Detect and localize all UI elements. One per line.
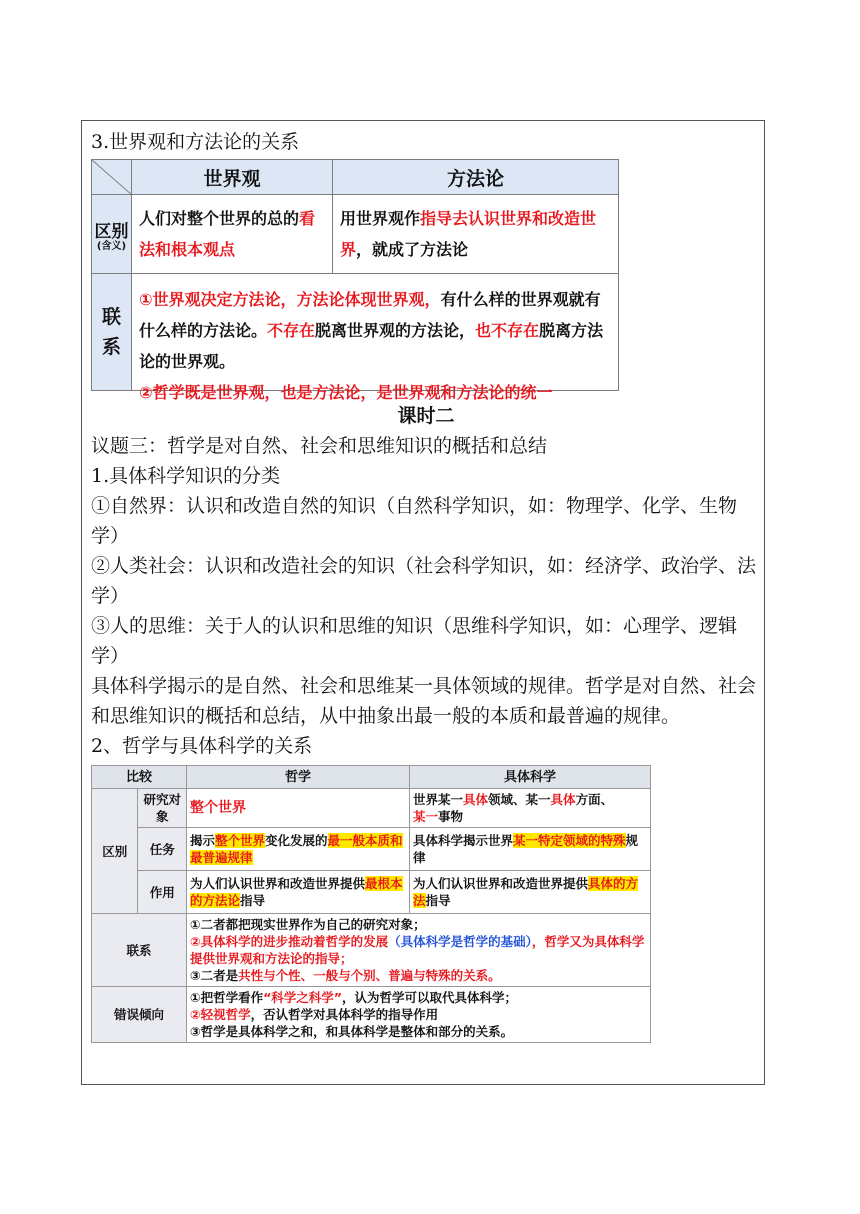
worldview-definition: [132, 195, 333, 274]
highlight-span: 最一般本质和最普遍规律: [190, 833, 403, 865]
mistakes-content: [187, 987, 651, 1043]
text-span: 世界某一: [413, 792, 464, 807]
science-function: [410, 871, 651, 914]
highlight-span: ，哲学又为具体科学提供世界观和方法论的指导；: [190, 934, 645, 966]
highlight-span: 指导去认识世界和改造世界: [340, 209, 597, 259]
content: [91, 127, 761, 1043]
methodology-definition: [333, 195, 619, 274]
text-span: ，就成了方法论: [356, 240, 469, 259]
highlight-span: ②轻视哲学: [190, 1007, 251, 1022]
philosophy-function: [187, 871, 410, 914]
diagonal-header-cell: [92, 160, 132, 195]
highlight-span: 具体: [550, 792, 576, 807]
highlight-span: 某一: [413, 809, 439, 824]
text-span: 为人们认识世界和改造世界提供: [413, 876, 589, 891]
text-span: 领域、某一: [488, 792, 551, 807]
text-span: 事物: [438, 809, 464, 824]
highlight-span: 某一特定领域的特殊: [513, 833, 626, 848]
row-label-function: 作用: [138, 871, 187, 914]
text-span: 变化发展的: [265, 833, 328, 848]
highlight-span: “科学之科学”: [263, 990, 343, 1005]
text-span: 脱离世界观的方法论，: [315, 321, 476, 340]
row-label-difference: [92, 195, 132, 274]
mistake-line: [190, 989, 647, 1006]
row-label-difference: 区别: [92, 789, 138, 914]
row-label-char: 联: [101, 306, 121, 328]
mistake-line: [190, 1006, 647, 1023]
highlight-span: ①世界观决定方法论，方法论体现世界观，: [139, 290, 441, 309]
text-span: 有什么样的世界观就有什么样的方法论。: [139, 290, 601, 340]
header-worldview: 世界观: [132, 160, 333, 195]
text-span: 脱离方法论的世界观。: [139, 321, 604, 371]
header-science: 具体科学: [410, 766, 651, 789]
text-span: 人们对整个世界的总的: [139, 209, 300, 228]
row-label-text: 区别: [94, 221, 129, 242]
text-span: 方面、: [575, 792, 614, 807]
highlight-span: 看法和根本观点: [139, 209, 316, 259]
connection-line: [190, 967, 647, 984]
paragraph-thought: ③人的思维：关于人的认识和思维的知识（思维科学知识，如：心理学、逻辑学）: [91, 615, 738, 667]
connection-line: [190, 933, 647, 967]
row-label-mistakes: 错误倾向: [92, 987, 187, 1043]
philosophy-task: [187, 828, 410, 871]
connection-line: ①二者都把现实世界作为自己的研究对象；: [190, 917, 426, 932]
row-label-task: 任务: [138, 828, 187, 871]
section-title: 3.世界观和方法论的关系: [91, 131, 300, 153]
mistake-line: ③哲学是具体科学之和，和具体科学是整体和部分的关系。: [190, 1024, 514, 1039]
subheading-relation: 2、哲学与具体科学的关系: [91, 735, 313, 757]
text-span: 用世界观作: [340, 209, 421, 228]
header-methodology: 方法论: [333, 160, 619, 195]
row-label-char: 系: [101, 336, 121, 358]
philosophy-science-table: [91, 765, 651, 1043]
text-span: ①把哲学看作: [190, 990, 264, 1005]
row-label-sub: (含义): [96, 240, 127, 252]
connection-text: [139, 274, 611, 402]
connection-content: [187, 914, 651, 987]
highlight-span: 最根本的方法论: [190, 876, 403, 908]
text-span: 指导: [425, 893, 451, 908]
highlight-span: 具体: [463, 792, 489, 807]
content-frame: [81, 120, 765, 1085]
connection-content: [132, 274, 619, 402]
text-span: ，否认哲学对具体科学的指导作用: [250, 1007, 439, 1022]
highlight-span: 共性与个性、一般与个别、普遍与特殊的关系。: [238, 968, 501, 983]
text-span: 为人们认识世界和改造世界提供: [190, 876, 366, 891]
highlight-span: 也不存在: [475, 321, 540, 340]
text-span: 规律: [413, 833, 639, 865]
paragraph-nature: ①自然界：认识和改造自然的知识（自然科学知识，如：物理学、化学、生物学）: [91, 495, 738, 547]
topic-heading: 议题三：哲学是对自然、社会和思维知识的概括和总结: [91, 435, 548, 457]
paragraph-society: ②人类社会：认识和改造社会的知识（社会科学知识，如：经济学、政治学、法学）: [91, 555, 757, 607]
highlight-span: 整个世界: [215, 833, 266, 848]
row-label-connection: 联系: [92, 914, 187, 987]
text-span: 指导: [240, 893, 266, 908]
text-span: ③二者是: [190, 968, 239, 983]
science-task: [410, 828, 651, 871]
diagonal-line-icon: [92, 160, 132, 195]
highlight-span: 具体的方法: [413, 876, 639, 908]
science-object: [410, 789, 651, 828]
header-compare: 比较: [92, 766, 187, 789]
paragraph-summary: 具体科学揭示的是自然、社会和思维某一具体领域的规律。哲学是对自然、社会和思维知识的概括和总结，从中抽象出最一般的本质和最普遍的规律。: [91, 675, 757, 727]
text-span: 揭示: [190, 833, 216, 848]
row-label-object: 研究对象: [138, 789, 187, 828]
header-philosophy: 哲学: [187, 766, 410, 789]
highlight-span: ②具体科学的进步推动着哲学的发展: [190, 934, 389, 949]
philosophy-object: 整个世界: [187, 789, 410, 828]
highlight-span: 不存在: [267, 321, 316, 340]
text-span: ，认为哲学可以取代具体科学；: [342, 990, 518, 1005]
highlight-span: ②哲学既是世界观，也是方法论，是世界观和方法论的统一: [139, 383, 553, 402]
lesson-title: 课时二: [397, 405, 455, 427]
text-span: 具体科学揭示世界: [413, 833, 514, 848]
row-label-connection: [92, 274, 132, 391]
worldview-methodology-table: [91, 159, 619, 402]
subheading-classification: 1.具体科学知识的分类: [91, 465, 281, 487]
highlight-span: （具体科学是哲学的基础）: [388, 934, 532, 949]
